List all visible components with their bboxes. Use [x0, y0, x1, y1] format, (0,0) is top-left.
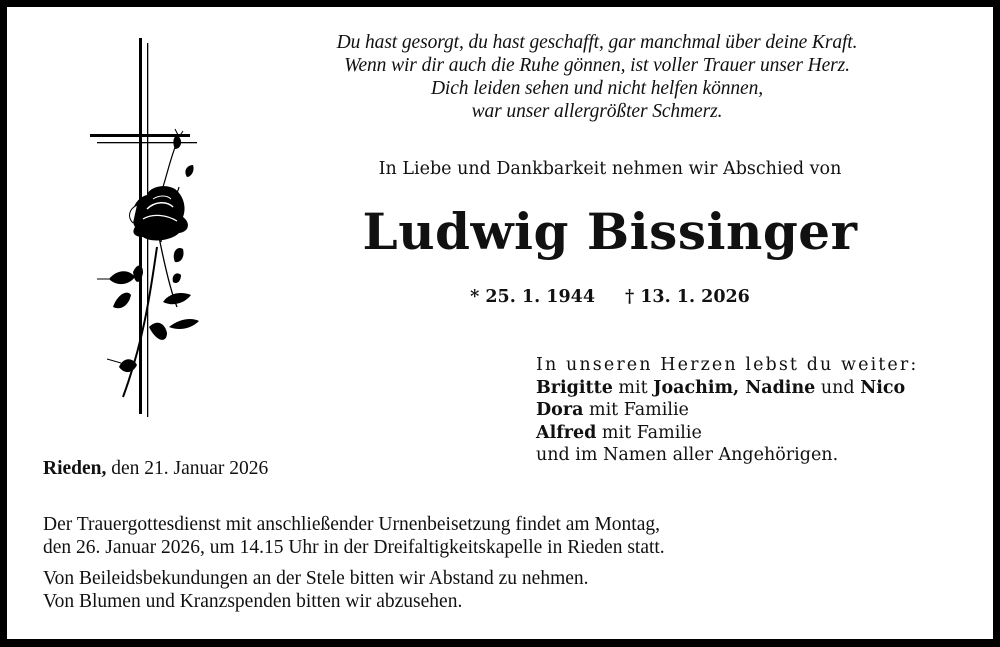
mourners-list — [536, 354, 996, 467]
notice-line: den 26. Januar 2026, um 14.15 Uhr in der Dreifaltigkeitskapelle in Rieden statt. — [43, 537, 665, 558]
mourner-line: und im Namen aller Angehörigen. — [536, 445, 839, 465]
poem-line: war unser allergrößter Schmerz. — [471, 101, 723, 122]
poem — [237, 31, 957, 123]
mourner-line — [536, 399, 996, 422]
mourner-name: Joachim, Nadine — [653, 377, 816, 398]
cross-with-rose-icon — [87, 37, 227, 431]
connector-text: mit — [612, 377, 654, 398]
mourner-name: Nico — [860, 377, 906, 398]
requests-info — [43, 567, 943, 613]
deceased-name: Ludwig Bissinger — [362, 202, 858, 261]
poem-line: Du hast gesorgt, du hast geschafft, gar manchmal über deine Kraft. — [336, 32, 858, 53]
poem-line: Wenn wir dir auch die Ruhe gönnen, ist voller Trauer unser Herz. — [344, 55, 850, 76]
funeral-notice — [43, 513, 943, 621]
farewell-intro: In Liebe und Dankbarkeit nehmen wir Abschied von — [378, 159, 842, 179]
notice-line: Von Blumen und Kranzspenden bitten wir abzusehen. — [43, 591, 463, 612]
life-dates — [290, 287, 930, 307]
mourner-line — [536, 377, 996, 400]
mourner-line — [536, 422, 996, 445]
poem-line: Dich leiden sehen und nicht helfen können, — [430, 78, 764, 99]
mourner-name: Dora — [536, 400, 584, 420]
mourner-name: Brigitte — [536, 377, 613, 398]
connector-text: mit Familie — [583, 400, 689, 420]
obituary-card — [7, 7, 993, 639]
connector-text: mit Familie — [596, 422, 702, 443]
death-date: † 13. 1. 2026 — [625, 287, 750, 307]
notice-line: Der Trauergottesdienst mit anschließender Urnenbeisetzung findet am Montag, — [43, 514, 660, 535]
mourners-lead: In unseren Herzen lebst du weiter: — [536, 355, 919, 375]
place-date — [43, 458, 268, 480]
service-info — [43, 513, 943, 559]
mourner-name: Alfred — [536, 422, 597, 443]
date: den 21. Januar 2026 — [106, 458, 269, 479]
notice-line: Von Beileidsbekundungen an der Stele bitten wir Abstand zu nehmen. — [43, 568, 589, 589]
place: Rieden, — [43, 458, 107, 479]
connector-text: und — [815, 377, 861, 398]
birth-date: * 25. 1. 1944 — [470, 287, 595, 307]
